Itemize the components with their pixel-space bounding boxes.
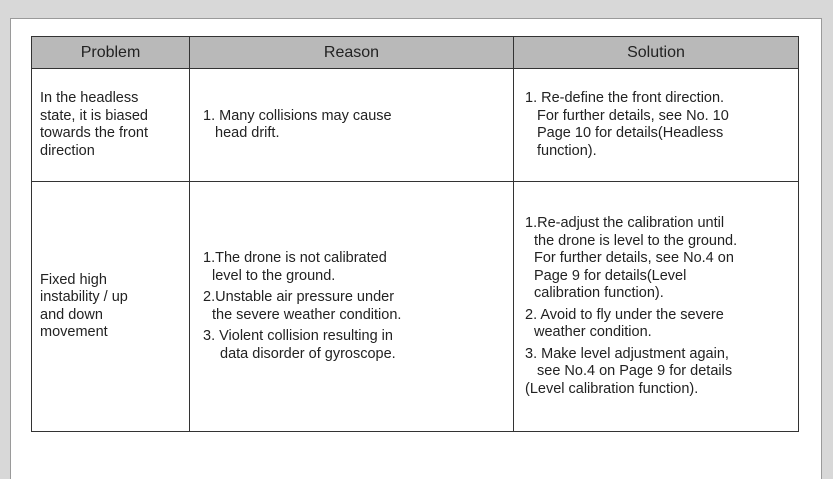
problem-line: state, it is biased bbox=[40, 107, 148, 124]
reason-line: level to the ground. bbox=[212, 267, 336, 284]
header-problem: Problem bbox=[32, 37, 190, 69]
reason-line: 1. Many collisions may cause bbox=[203, 107, 392, 124]
solution-item bbox=[525, 215, 797, 303]
solution-line: 2. Avoid to fly under the severe bbox=[525, 306, 724, 323]
solution-line: function). bbox=[537, 142, 597, 159]
problem-cell bbox=[32, 69, 190, 182]
solution-line: For further details, see No.4 on bbox=[534, 250, 734, 266]
solution-item bbox=[525, 90, 797, 160]
solution-cell bbox=[514, 69, 799, 182]
manual-page bbox=[10, 18, 822, 479]
problem-line: Fixed high bbox=[40, 271, 107, 288]
header-solution: Solution bbox=[514, 37, 799, 69]
reason-item bbox=[203, 328, 512, 363]
table-row bbox=[32, 182, 799, 432]
solution-item bbox=[525, 307, 797, 342]
reason-line: 1.The drone is not calibrated bbox=[203, 250, 387, 266]
header-row bbox=[32, 37, 799, 69]
solution-line: calibration function). bbox=[534, 285, 664, 301]
reason-line: 2.Unstable air pressure under bbox=[203, 289, 395, 305]
solution-cell bbox=[514, 182, 799, 432]
reason-cell bbox=[190, 69, 514, 182]
solution-line: 3. Make level adjustment again, bbox=[525, 345, 729, 362]
solution-line: Page 10 for details(Headless bbox=[537, 125, 724, 141]
solution-item bbox=[525, 346, 797, 399]
solution-line: For further details, see No. 10 bbox=[537, 107, 729, 124]
solution-list bbox=[515, 215, 797, 398]
reason-item bbox=[203, 108, 512, 143]
problem-line: direction bbox=[40, 142, 95, 159]
solution-line: 1.Re-adjust the calibration until bbox=[525, 215, 725, 231]
reason-item bbox=[203, 289, 512, 324]
solution-list bbox=[515, 90, 797, 160]
solution-line: 1. Re-define the front direction. bbox=[525, 90, 725, 106]
problem-cell bbox=[32, 182, 190, 432]
problem-line: movement bbox=[40, 324, 108, 340]
reason-list bbox=[191, 250, 512, 363]
troubleshooting-table bbox=[31, 36, 799, 432]
reason-cell bbox=[190, 182, 514, 432]
reason-line: 3. Violent collision resulting in bbox=[203, 328, 393, 344]
reason-line: the severe weather condition. bbox=[212, 306, 402, 323]
table-row bbox=[32, 69, 799, 182]
solution-line: weather condition. bbox=[534, 324, 652, 340]
header-reason: Reason bbox=[190, 37, 514, 69]
reason-line: head drift. bbox=[215, 125, 280, 141]
problem-line: In the headless bbox=[40, 90, 139, 106]
reason-list bbox=[191, 108, 512, 143]
problem-line: instability / up bbox=[40, 289, 128, 305]
solution-line: the drone is level to the ground. bbox=[534, 232, 738, 249]
problem-line: and down bbox=[40, 306, 103, 323]
reason-line: data disorder of gyroscope. bbox=[220, 345, 396, 362]
solution-line: see No.4 on Page 9 for details bbox=[537, 363, 733, 379]
solution-line: (Level calibration function). bbox=[525, 380, 699, 397]
reason-item bbox=[203, 250, 512, 285]
problem-line: towards the front bbox=[40, 125, 148, 141]
solution-line: Page 9 for details(Level bbox=[534, 267, 687, 284]
